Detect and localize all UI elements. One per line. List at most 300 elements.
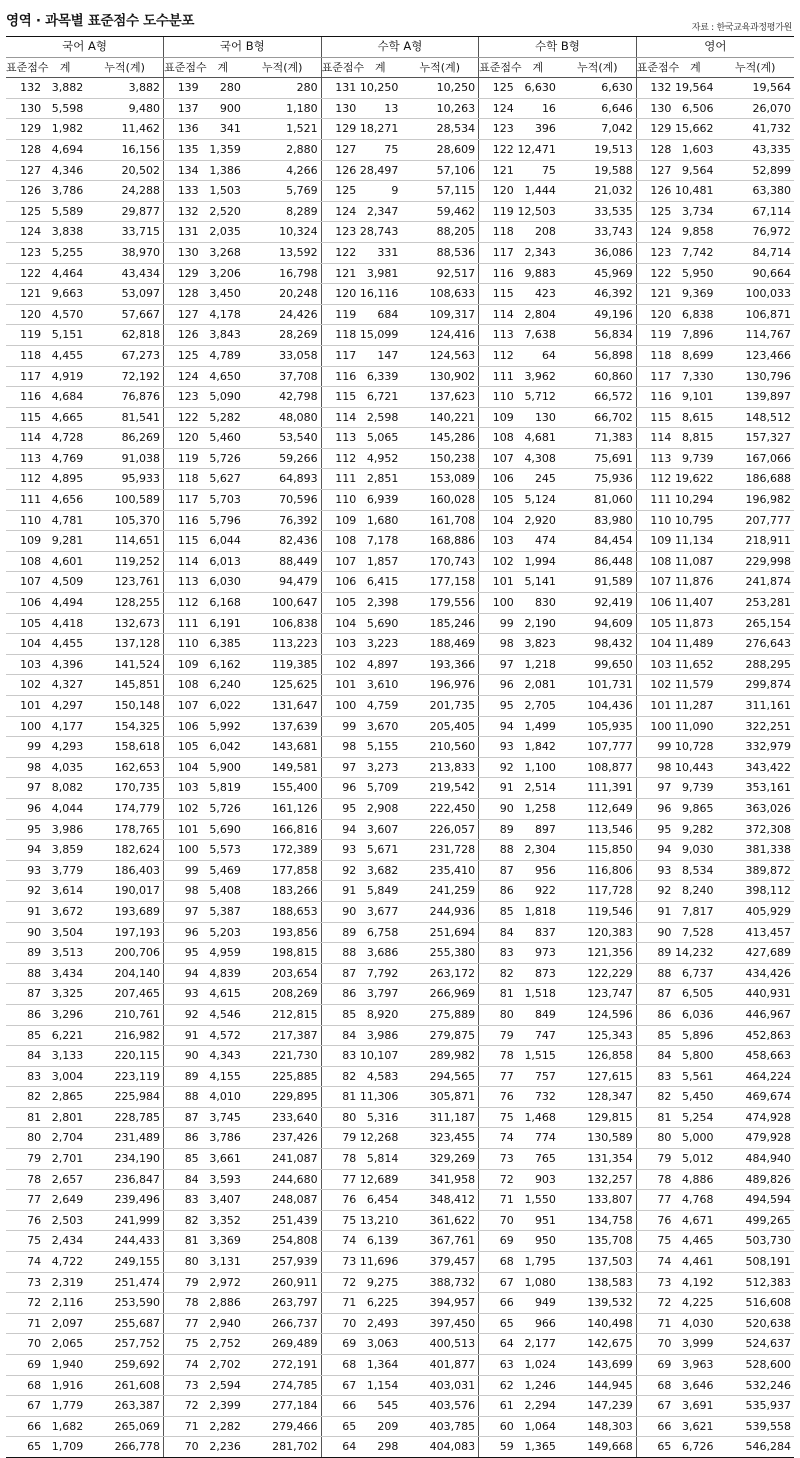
table-body: [6, 78, 794, 1458]
standard-score-cell: 82: [636, 1087, 674, 1108]
count-cell: 3,859: [44, 840, 86, 861]
cumulative-cell: 229,998: [717, 551, 795, 572]
table-row: [6, 860, 794, 881]
standard-score-cell: 99: [6, 737, 44, 758]
standard-score-cell: 109: [636, 531, 674, 552]
standard-score-cell: 92: [6, 881, 44, 902]
cumulative-cell: 106,871: [717, 304, 795, 325]
standard-score-cell: 119: [479, 201, 517, 222]
count-cell: 3,352: [202, 1210, 244, 1231]
table-row: [6, 778, 794, 799]
standard-score-cell: 128: [636, 139, 674, 160]
standard-score-cell: 125: [636, 201, 674, 222]
cumulative-cell: 127,615: [559, 1066, 636, 1087]
standard-score-cell: 115: [6, 407, 44, 428]
standard-score-cell: 64: [479, 1334, 517, 1355]
table-row: [6, 1231, 794, 1252]
count-cell: 4,546: [202, 1004, 244, 1025]
count-cell: 2,972: [202, 1272, 244, 1293]
standard-score-cell: 85: [321, 1004, 359, 1025]
standard-score-cell: 76: [636, 1210, 674, 1231]
standard-score-cell: 127: [321, 139, 359, 160]
cumulative-cell: 86,269: [86, 428, 163, 449]
standard-score-cell: 122: [321, 242, 359, 263]
standard-score-cell: 66: [321, 1396, 359, 1417]
cumulative-cell: 241,874: [717, 572, 795, 593]
standard-score-cell: 107: [6, 572, 44, 593]
cumulative-cell: 53,097: [86, 284, 163, 305]
standard-score-cell: 83: [321, 1046, 359, 1067]
table-row: [6, 984, 794, 1005]
standard-score-cell: 130: [321, 98, 359, 119]
group-header-row: [6, 37, 794, 58]
count-cell: 3,131: [202, 1252, 244, 1273]
standard-score-cell: 68: [636, 1375, 674, 1396]
cumulative-cell: 343,422: [717, 757, 795, 778]
standard-score-cell: 126: [321, 160, 359, 181]
cumulative-cell: 178,765: [86, 819, 163, 840]
count-cell: 5,992: [202, 716, 244, 737]
standard-score-cell: 101: [479, 572, 517, 593]
table-row: [6, 1293, 794, 1314]
standard-score-cell: 87: [479, 860, 517, 881]
count-cell: 4,010: [202, 1087, 244, 1108]
cumulative-cell: 5,769: [244, 181, 321, 202]
count-cell: 3,986: [44, 819, 86, 840]
standard-score-cell: 127: [636, 160, 674, 181]
cumulative-cell: 162,653: [86, 757, 163, 778]
cumulative-cell: 280: [244, 78, 321, 99]
table-row: [6, 222, 794, 243]
count-cell: 2,702: [202, 1355, 244, 1376]
standard-score-cell: 74: [479, 1128, 517, 1149]
cumulative-cell: 249,155: [86, 1252, 163, 1273]
count-cell: 830: [517, 593, 559, 614]
count-cell: 2,594: [202, 1375, 244, 1396]
cumulative-cell: 109,317: [401, 304, 478, 325]
count-cell: 4,327: [44, 675, 86, 696]
count-cell: 5,900: [202, 757, 244, 778]
count-cell: 5,408: [202, 881, 244, 902]
cumulative-cell: 251,474: [86, 1272, 163, 1293]
standard-score-cell: 71: [164, 1416, 202, 1437]
count-cell: 5,573: [202, 840, 244, 861]
count-cell: 298: [359, 1437, 401, 1458]
count-cell: 130: [517, 407, 559, 428]
count-cell: 4,615: [202, 984, 244, 1005]
count-cell: 4,839: [202, 963, 244, 984]
count-cell: 3,206: [202, 263, 244, 284]
count-cell: 10,443: [674, 757, 716, 778]
standard-score-cell: 121: [6, 284, 44, 305]
standard-score-cell: 93: [6, 860, 44, 881]
standard-score-cell: 118: [479, 222, 517, 243]
count-cell: 1,518: [517, 984, 559, 1005]
count-cell: 9,564: [674, 160, 716, 181]
cumulative-cell: 367,761: [401, 1231, 478, 1252]
standard-score-cell: 63: [479, 1355, 517, 1376]
cumulative-cell: 539,558: [717, 1416, 795, 1437]
count-cell: 11,306: [359, 1087, 401, 1108]
count-cell: 5,598: [44, 98, 86, 119]
table-row: [6, 428, 794, 449]
standard-score-header: 표준점수: [164, 57, 202, 78]
standard-score-cell: 68: [479, 1252, 517, 1273]
count-cell: 1,916: [44, 1375, 86, 1396]
count-cell: 4,461: [674, 1252, 716, 1273]
standard-score-cell: 98: [636, 757, 674, 778]
cumulative-cell: 236,847: [86, 1169, 163, 1190]
count-cell: 11,407: [674, 593, 716, 614]
standard-score-cell: 91: [479, 778, 517, 799]
standard-score-cell: 74: [636, 1252, 674, 1273]
cumulative-cell: 241,087: [244, 1149, 321, 1170]
count-cell: 4,308: [517, 448, 559, 469]
count-cell: 1,359: [202, 139, 244, 160]
standard-score-cell: 96: [479, 675, 517, 696]
cumulative-cell: 413,457: [717, 922, 795, 943]
cumulative-cell: 260,911: [244, 1272, 321, 1293]
table-row: [6, 448, 794, 469]
standard-score-cell: 79: [321, 1128, 359, 1149]
count-cell: 3,614: [44, 881, 86, 902]
cumulative-cell: 235,410: [401, 860, 478, 881]
cumulative-cell: 216,982: [86, 1025, 163, 1046]
count-cell: 3,434: [44, 963, 86, 984]
count-cell: 13,210: [359, 1210, 401, 1231]
table-row: [6, 798, 794, 819]
standard-score-cell: 105: [321, 593, 359, 614]
count-cell: 8,920: [359, 1004, 401, 1025]
cumulative-cell: 244,433: [86, 1231, 163, 1252]
table-row: [6, 387, 794, 408]
cumulative-cell: 91,038: [86, 448, 163, 469]
cumulative-cell: 528,600: [717, 1355, 795, 1376]
count-cell: 7,638: [517, 325, 559, 346]
standard-score-cell: 65: [6, 1437, 44, 1458]
standard-score-cell: 77: [164, 1313, 202, 1334]
count-cell: 4,768: [674, 1190, 716, 1211]
cumulative-cell: 193,366: [401, 654, 478, 675]
standard-score-cell: 80: [6, 1128, 44, 1149]
cumulative-cell: 263,387: [86, 1396, 163, 1417]
count-cell: 64: [517, 345, 559, 366]
count-cell: 474: [517, 531, 559, 552]
count-cell: 2,705: [517, 696, 559, 717]
count-cell: 3,513: [44, 943, 86, 964]
standard-score-cell: 83: [479, 943, 517, 964]
count-cell: 5,450: [674, 1087, 716, 1108]
count-cell: 3,407: [202, 1190, 244, 1211]
count-cell: 11,090: [674, 716, 716, 737]
table-row: [6, 696, 794, 717]
cumulative-cell: 135,708: [559, 1231, 636, 1252]
cumulative-cell: 99,650: [559, 654, 636, 675]
table-row: [6, 819, 794, 840]
standard-score-cell: 96: [636, 798, 674, 819]
cumulative-cell: 75,691: [559, 448, 636, 469]
standard-score-cell: 70: [6, 1334, 44, 1355]
cumulative-cell: 88,449: [244, 551, 321, 572]
table-row: [6, 1004, 794, 1025]
count-cell: 7,528: [674, 922, 716, 943]
cumulative-cell: 144,945: [559, 1375, 636, 1396]
standard-score-cell: 130: [164, 242, 202, 263]
count-cell: 3,670: [359, 716, 401, 737]
cumulative-cell: 119,546: [559, 901, 636, 922]
count-cell: 3,677: [359, 901, 401, 922]
count-cell: 2,177: [517, 1334, 559, 1355]
standard-score-cell: 117: [636, 366, 674, 387]
standard-score-cell: 99: [164, 860, 202, 881]
standard-score-cell: 71: [636, 1313, 674, 1334]
count-cell: 4,177: [44, 716, 86, 737]
count-cell: 6,042: [202, 737, 244, 758]
count-cell: 10,107: [359, 1046, 401, 1067]
cumulative-cell: 56,898: [559, 345, 636, 366]
table-row: [6, 1313, 794, 1334]
count-cell: 13: [359, 98, 401, 119]
cumulative-cell: 8,289: [244, 201, 321, 222]
table-row: [6, 1355, 794, 1376]
cumulative-header: 누적(계): [401, 57, 478, 78]
standard-score-cell: 87: [6, 984, 44, 1005]
count-cell: 6,225: [359, 1293, 401, 1314]
cumulative-cell: 183,266: [244, 881, 321, 902]
standard-score-cell: 98: [479, 634, 517, 655]
cumulative-cell: 207,777: [717, 510, 795, 531]
standard-score-cell: 75: [636, 1231, 674, 1252]
standard-score-cell: 93: [479, 737, 517, 758]
standard-score-cell: 72: [636, 1293, 674, 1314]
count-cell: 9,369: [674, 284, 716, 305]
standard-score-header: 표준점수: [6, 57, 44, 78]
cumulative-cell: 198,815: [244, 943, 321, 964]
table-row: [6, 1272, 794, 1293]
cumulative-cell: 229,895: [244, 1087, 321, 1108]
cumulative-cell: 28,534: [401, 119, 478, 140]
cumulative-cell: 311,187: [401, 1107, 478, 1128]
table-row: [6, 1046, 794, 1067]
standard-score-cell: 129: [6, 119, 44, 140]
count-cell: 2,514: [517, 778, 559, 799]
table-row: [6, 284, 794, 305]
count-cell: 5,387: [202, 901, 244, 922]
count-cell: 3,981: [359, 263, 401, 284]
count-cell: 3,999: [674, 1334, 716, 1355]
count-cell: 5,254: [674, 1107, 716, 1128]
cumulative-cell: 323,455: [401, 1128, 478, 1149]
count-cell: 4,343: [202, 1046, 244, 1067]
count-cell: 922: [517, 881, 559, 902]
standard-score-cell: 85: [6, 1025, 44, 1046]
count-cell: 949: [517, 1293, 559, 1314]
cumulative-cell: 241,999: [86, 1210, 163, 1231]
cumulative-cell: 388,732: [401, 1272, 478, 1293]
count-cell: 3,593: [202, 1169, 244, 1190]
count-cell: 5,726: [202, 798, 244, 819]
standard-score-cell: 89: [164, 1066, 202, 1087]
count-cell: 3,843: [202, 325, 244, 346]
count-cell: 2,598: [359, 407, 401, 428]
cumulative-cell: 363,026: [717, 798, 795, 819]
count-cell: 6,737: [674, 963, 716, 984]
cumulative-cell: 33,058: [244, 345, 321, 366]
page-title: 영역 · 과목별 표준점수 도수분포: [6, 13, 195, 29]
standard-score-cell: 102: [6, 675, 44, 696]
table-row: [6, 572, 794, 593]
count-cell: 5,012: [674, 1149, 716, 1170]
cumulative-cell: 233,640: [244, 1107, 321, 1128]
cumulative-cell: 90,664: [717, 263, 795, 284]
cumulative-cell: 170,743: [401, 551, 478, 572]
cumulative-cell: 512,383: [717, 1272, 795, 1293]
cumulative-cell: 126,858: [559, 1046, 636, 1067]
standard-score-cell: 110: [479, 387, 517, 408]
standard-score-cell: 79: [636, 1149, 674, 1170]
count-cell: 3,621: [674, 1416, 716, 1437]
cumulative-cell: 440,931: [717, 984, 795, 1005]
standard-score-cell: 73: [479, 1149, 517, 1170]
standard-score-cell: 107: [321, 551, 359, 572]
cumulative-cell: 182,624: [86, 840, 163, 861]
cumulative-cell: 177,158: [401, 572, 478, 593]
cumulative-cell: 106,838: [244, 613, 321, 634]
table-row: [6, 98, 794, 119]
standard-score-cell: 111: [6, 490, 44, 511]
cumulative-cell: 322,251: [717, 716, 795, 737]
cumulative-cell: 257,939: [244, 1252, 321, 1273]
standard-score-cell: 85: [164, 1149, 202, 1170]
cumulative-cell: 341,958: [401, 1169, 478, 1190]
cumulative-cell: 489,826: [717, 1169, 795, 1190]
cumulative-cell: 193,689: [86, 901, 163, 922]
count-cell: 2,398: [359, 593, 401, 614]
cumulative-cell: 494,594: [717, 1190, 795, 1211]
cumulative-cell: 254,808: [244, 1231, 321, 1252]
cumulative-cell: 348,412: [401, 1190, 478, 1211]
cumulative-cell: 130,902: [401, 366, 478, 387]
count-cell: 12,689: [359, 1169, 401, 1190]
count-cell: 973: [517, 943, 559, 964]
count-cell: 2,704: [44, 1128, 86, 1149]
count-cell: 903: [517, 1169, 559, 1190]
standard-score-cell: 84: [321, 1025, 359, 1046]
standard-score-cell: 82: [321, 1066, 359, 1087]
standard-score-cell: 69: [636, 1355, 674, 1376]
standard-score-cell: 70: [636, 1334, 674, 1355]
standard-score-cell: 71: [6, 1313, 44, 1334]
standard-score-cell: 137: [164, 98, 202, 119]
standard-score-cell: 117: [321, 345, 359, 366]
count-cell: 4,583: [359, 1066, 401, 1087]
standard-score-cell: 124: [6, 222, 44, 243]
cumulative-cell: 129,815: [559, 1107, 636, 1128]
count-cell: 3,786: [202, 1128, 244, 1149]
cumulative-cell: 201,735: [401, 696, 478, 717]
standard-score-cell: 85: [479, 901, 517, 922]
cumulative-cell: 33,715: [86, 222, 163, 243]
cumulative-cell: 76,972: [717, 222, 795, 243]
count-cell: 208: [517, 222, 559, 243]
count-cell: 2,520: [202, 201, 244, 222]
count-cell: 8,240: [674, 881, 716, 902]
cumulative-cell: 452,863: [717, 1025, 795, 1046]
standard-score-cell: 73: [6, 1272, 44, 1293]
standard-score-cell: 83: [6, 1066, 44, 1087]
count-cell: 1,680: [359, 510, 401, 531]
standard-score-cell: 96: [6, 798, 44, 819]
table-row: [6, 1190, 794, 1211]
standard-score-cell: 121: [479, 160, 517, 181]
standard-score-cell: 104: [479, 510, 517, 531]
cumulative-cell: 64,893: [244, 469, 321, 490]
count-cell: 5,796: [202, 510, 244, 531]
standard-score-cell: 70: [321, 1313, 359, 1334]
table-row: [6, 1210, 794, 1231]
standard-score-cell: 97: [479, 654, 517, 675]
table-row: [6, 1169, 794, 1190]
standard-score-cell: 117: [6, 366, 44, 387]
count-cell: 950: [517, 1231, 559, 1252]
standard-score-cell: 113: [164, 572, 202, 593]
standard-score-cell: 108: [479, 428, 517, 449]
standard-score-cell: 95: [164, 943, 202, 964]
standard-score-cell: 87: [164, 1107, 202, 1128]
count-cell: 2,752: [202, 1334, 244, 1355]
cumulative-cell: 379,457: [401, 1252, 478, 1273]
cumulative-cell: 53,540: [244, 428, 321, 449]
cumulative-cell: 28,269: [244, 325, 321, 346]
cumulative-cell: 113,223: [244, 634, 321, 655]
cumulative-cell: 265,069: [86, 1416, 163, 1437]
cumulative-cell: 255,380: [401, 943, 478, 964]
count-cell: 4,665: [44, 407, 86, 428]
cumulative-cell: 124,416: [401, 325, 478, 346]
standard-score-cell: 123: [636, 242, 674, 263]
count-cell: 2,097: [44, 1313, 86, 1334]
count-cell: 4,396: [44, 654, 86, 675]
standard-score-cell: 80: [636, 1128, 674, 1149]
count-cell: 747: [517, 1025, 559, 1046]
standard-score-cell: 76: [479, 1087, 517, 1108]
count-cell: 12,503: [517, 201, 559, 222]
standard-score-cell: 90: [479, 798, 517, 819]
standard-score-cell: 114: [164, 551, 202, 572]
table-row: [6, 304, 794, 325]
standard-score-cell: 119: [6, 325, 44, 346]
cumulative-cell: 133,807: [559, 1190, 636, 1211]
table-row: [6, 737, 794, 758]
standard-score-cell: 123: [164, 387, 202, 408]
count-cell: 75: [517, 160, 559, 181]
count-cell: 3,325: [44, 984, 86, 1005]
standard-score-cell: 88: [6, 963, 44, 984]
table-row: [6, 1107, 794, 1128]
cumulative-cell: 305,871: [401, 1087, 478, 1108]
cumulative-cell: 1,180: [244, 98, 321, 119]
table-row: [6, 881, 794, 902]
count-cell: 2,493: [359, 1313, 401, 1334]
cumulative-cell: 179,556: [401, 593, 478, 614]
count-cell: 6,505: [674, 984, 716, 1005]
cumulative-cell: 94,609: [559, 613, 636, 634]
count-cell: 873: [517, 963, 559, 984]
count-cell: 3,223: [359, 634, 401, 655]
cumulative-cell: 138,583: [559, 1272, 636, 1293]
count-cell: 5,690: [202, 819, 244, 840]
count-cell: 1,603: [674, 139, 716, 160]
